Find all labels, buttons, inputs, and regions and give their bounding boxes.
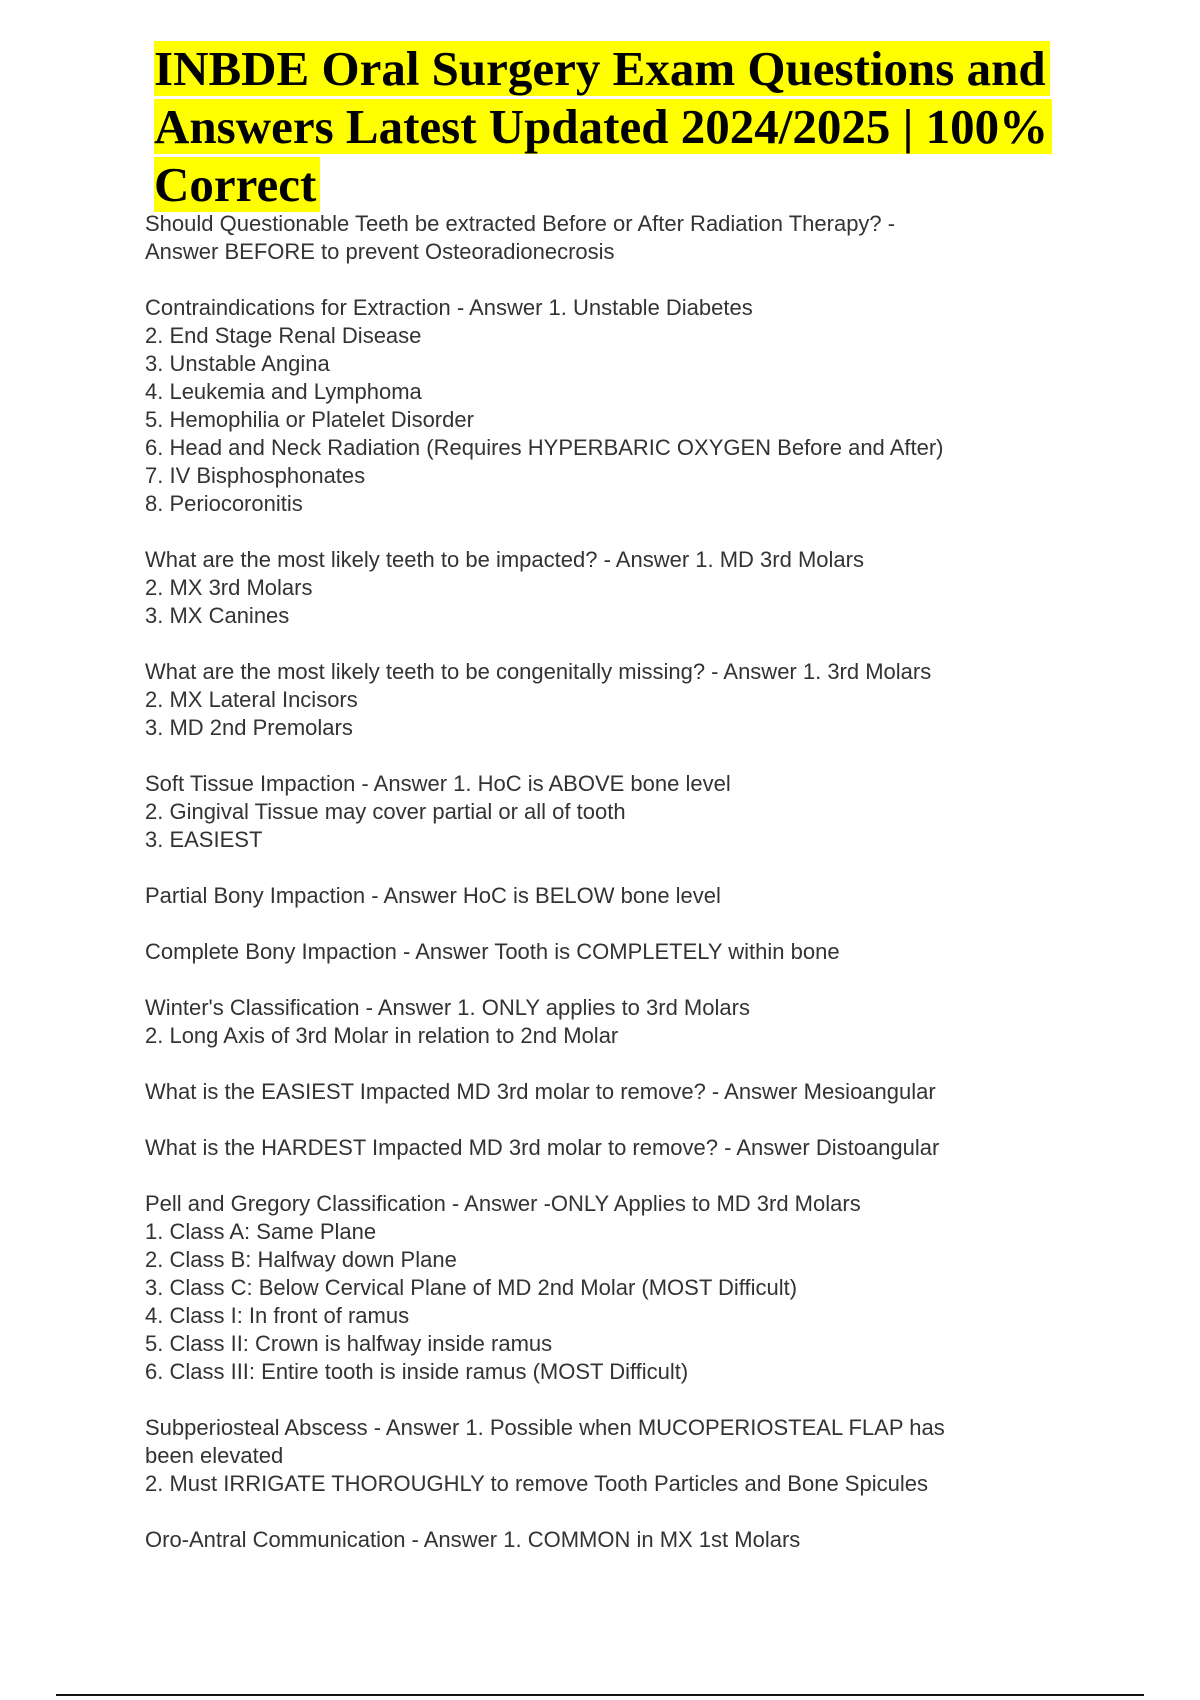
qa-answer-line: 2. Must IRRIGATE THOROUGHLY to remove Tooth Particles and Bone Spicules <box>145 1471 928 1496</box>
qa-answer-line: 3. MX Canines <box>145 603 290 628</box>
qa-answer-line: 3. Class C: Below Cervical Plane of MD 2nd Molar (MOST Difficult) <box>145 1275 798 1300</box>
qa-entry <box>145 1526 1065 1554</box>
qa-answer-line: 2. End Stage Renal Disease <box>145 323 422 348</box>
qa-answer-line: 5. Class II: Crown is halfway inside ramus <box>145 1331 553 1356</box>
qa-answer-line: 3. Unstable Angina <box>145 351 330 376</box>
qa-entry <box>145 546 1065 630</box>
page-bottom-rule <box>56 1694 1144 1696</box>
qa-answer-line: Answer BEFORE to prevent Osteoradionecrosis <box>145 239 615 264</box>
qa-entry <box>145 994 1065 1050</box>
qa-answer-line: 3. MD 2nd Premolars <box>145 715 353 740</box>
qa-answer-line: 2. Long Axis of 3rd Molar in relation to 2nd Molar <box>145 1023 619 1048</box>
qa-question-line: Pell and Gregory Classification - Answer -ONLY Applies to MD 3rd Molars <box>145 1191 861 1216</box>
qa-entry <box>145 938 1065 966</box>
qa-answer-line: been elevated <box>145 1443 284 1468</box>
qa-question-line: Winter's Classification - Answer 1. ONLY applies to 3rd Molars <box>145 995 750 1020</box>
qa-entry <box>145 1078 1065 1106</box>
document-title <box>154 40 1114 214</box>
qa-question-line: Soft Tissue Impaction - Answer 1. HoC is ABOVE bone level <box>145 771 731 796</box>
qa-answer-line: 5. Hemophilia or Platelet Disorder <box>145 407 474 432</box>
title-highlight: INBDE Oral Surgery Exam Questions and Answers Latest Updated 2024/2025 | 100% Correct <box>154 41 1052 212</box>
document-header <box>154 40 1114 214</box>
qa-answer-line: 1. Class A: Same Plane <box>145 1219 377 1244</box>
qa-question-line: Oro-Antral Communication - Answer 1. COMMON in MX 1st Molars <box>145 1527 801 1552</box>
qa-entry <box>145 882 1065 910</box>
qa-question-line: Should Questionable Teeth be extracted Before or After Radiation Therapy? - <box>145 211 896 236</box>
qa-answer-line: 2. Class B: Halfway down Plane <box>145 1247 457 1272</box>
qa-question-line: Partial Bony Impaction - Answer HoC is BELOW bone level <box>145 883 721 908</box>
qa-answer-line: 2. MX Lateral Incisors <box>145 687 358 712</box>
qa-answer-line: 6. Head and Neck Radiation (Requires HYPERBARIC OXYGEN Before and After) <box>145 435 944 460</box>
qa-content <box>145 210 1065 1582</box>
qa-entry <box>145 294 1065 518</box>
qa-entry <box>145 770 1065 854</box>
qa-entry <box>145 1414 1065 1498</box>
qa-question-line: Subperiosteal Abscess - Answer 1. Possible when MUCOPERIOSTEAL FLAP has <box>145 1415 945 1440</box>
qa-entry <box>145 658 1065 742</box>
qa-question-line: What is the HARDEST Impacted MD 3rd molar to remove? - Answer Distoangular <box>145 1135 940 1160</box>
qa-entry <box>145 210 1065 266</box>
qa-question-line: What are the most likely teeth to be congenitally missing? - Answer 1. 3rd Molars <box>145 659 932 684</box>
qa-answer-line: 4. Leukemia and Lymphoma <box>145 379 422 404</box>
qa-question-line: What are the most likely teeth to be impacted? - Answer 1. MD 3rd Molars <box>145 547 864 572</box>
qa-answer-line: 3. EASIEST <box>145 827 263 852</box>
qa-answer-line: 6. Class III: Entire tooth is inside ramus (MOST Difficult) <box>145 1359 689 1384</box>
qa-answer-line: 7. IV Bisphosphonates <box>145 463 366 488</box>
qa-answer-line: 8. Periocoronitis <box>145 491 303 516</box>
qa-entry <box>145 1190 1065 1386</box>
qa-answer-line: 4. Class I: In front of ramus <box>145 1303 410 1328</box>
qa-answer-line: 2. Gingival Tissue may cover partial or all of tooth <box>145 799 626 824</box>
qa-question-line: What is the EASIEST Impacted MD 3rd molar to remove? - Answer Mesioangular <box>145 1079 936 1104</box>
qa-entry <box>145 1134 1065 1162</box>
qa-question-line: Complete Bony Impaction - Answer Tooth is COMPLETELY within bone <box>145 939 840 964</box>
qa-answer-line: 2. MX 3rd Molars <box>145 575 313 600</box>
qa-question-line: Contraindications for Extraction - Answer 1. Unstable Diabetes <box>145 295 753 320</box>
